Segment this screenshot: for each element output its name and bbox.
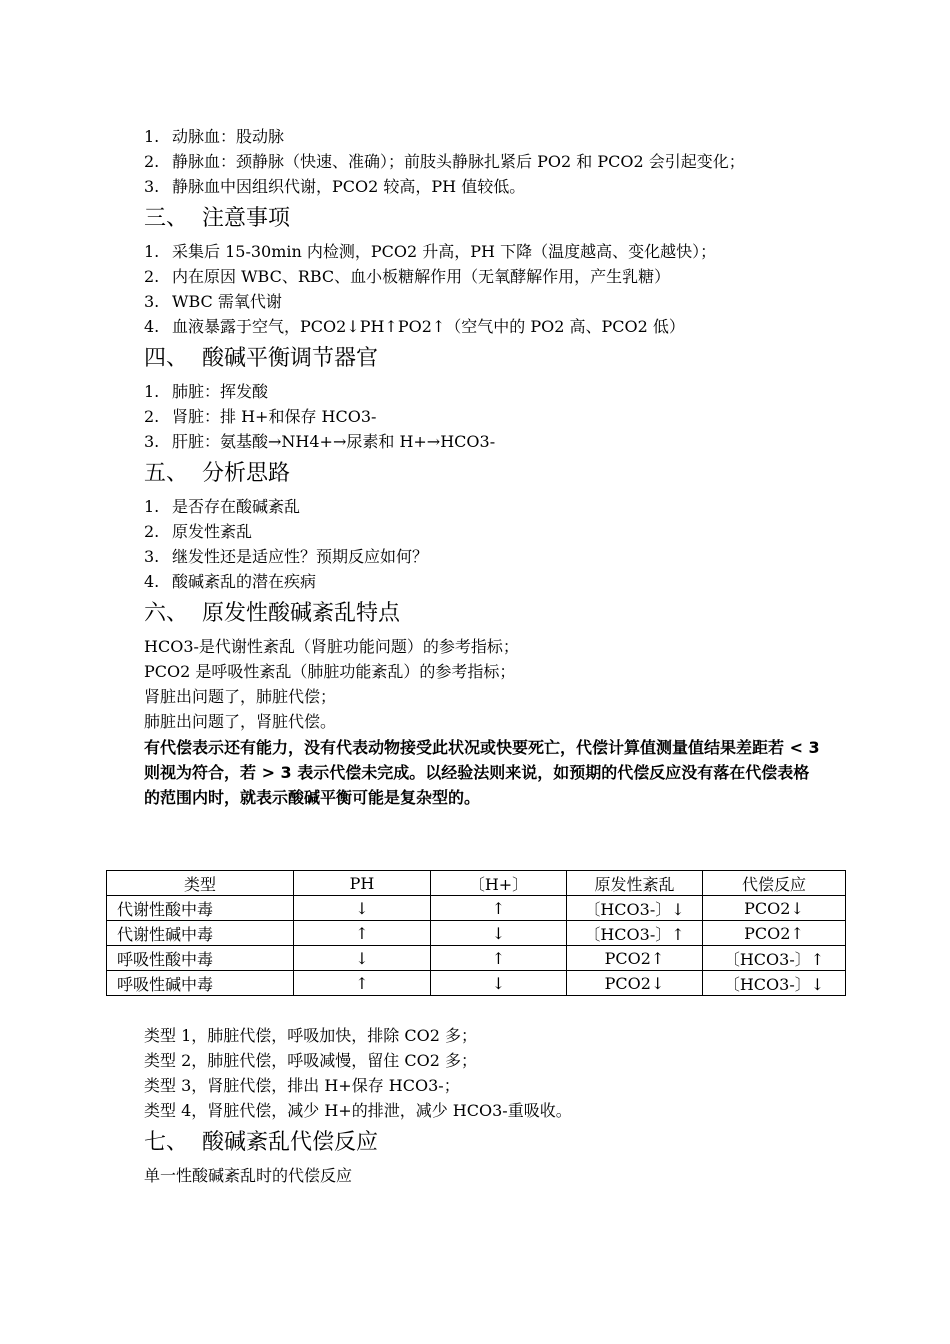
section-heading-precautions: 三、 注意事项 [144,206,291,231]
table-header-row [107,871,846,896]
table-cell: 呼吸性酸中毒 [107,946,294,971]
table-cell: PCO2↑ [703,921,846,946]
paragraph: 肾脏出问题了，肺脏代偿； [144,687,337,706]
list-item: 1. 采集后 15-30min 内检测，PCO2 升高，PH 下降（温度越高、变化越快）； [144,242,717,261]
table-cell: ↓ [294,946,431,971]
list-item: 2. 静脉血：颈静脉（快速、准确）；前肢头静脉扎紧后 PO2 和 PCO2 会引起变化； [144,152,745,171]
table-row [107,921,846,946]
column-header: 代偿反应 [703,871,846,896]
list-item: 4. 血液暴露于空气，PCO2↓PH↑PO2↑（空气中的 PO2 高、PCO2 低） [144,317,685,336]
table-cell: ↑ [294,971,431,996]
table-cell: ↑ [294,921,431,946]
column-header: 类型 [107,871,294,896]
table-cell: ↓ [431,921,567,946]
table-cell: 代谢性碱中毒 [107,921,294,946]
table-cell: ↑ [431,896,567,921]
paragraph: 肺脏出问题了，肾脏代偿。 [144,712,337,731]
compensation-table-wrap [106,870,846,996]
list-item: 4. 酸碱紊乱的潜在疾病 [144,572,317,591]
table-cell: ↑ [431,946,567,971]
column-header: 原发性紊乱 [567,871,703,896]
list-item: 2. 肾脏：排 H+和保存 HCO3- [144,407,377,426]
section-heading-analysis: 五、 分析思路 [144,461,291,486]
precautions-list [144,239,824,339]
paragraph: 类型 2，肺脏代偿，呼吸减慢，留住 CO2 多； [144,1051,477,1070]
column-header: PH [294,871,431,896]
table-row [107,946,846,971]
list-item: 1. 是否存在酸碱紊乱 [144,497,301,516]
table-cell: PCO2↑ [567,946,703,971]
list-item: 1. 动脉血：股动脉 [144,127,285,146]
table-cell: 〔HCO3-〕↑ [703,946,846,971]
table-row [107,971,846,996]
list-item: 1. 肺脏：挥发酸 [144,382,269,401]
list-item: 2. 原发性紊乱 [144,522,253,541]
table-cell: ↓ [294,896,431,921]
table-cell: PCO2↓ [567,971,703,996]
section-heading-primary-disorders: 六、 原发性酸碱紊乱特点 [144,601,401,626]
table-cell: 代谢性酸中毒 [107,896,294,921]
table-cell: PCO2↓ [703,896,846,921]
paragraph: 类型 3，肾脏代偿，排出 H+保存 HCO3-； [144,1076,460,1095]
table-cell: 〔HCO3-〕↓ [703,971,846,996]
table-cell: 〔HCO3-〕↑ [567,921,703,946]
list-item: 2. 内在原因 WBC、RBC、血小板糖解作用（无氧酵解作用，产生乳糖） [144,267,671,286]
paragraph: 类型 1，肺脏代偿，呼吸加快，排除 CO2 多； [144,1026,477,1045]
list-item: 3. 静脉血中因组织代谢，PCO2 较高，PH 值较低。 [144,177,526,196]
table-cell: ↓ [431,971,567,996]
section-heading-regulating-organs: 四、 酸碱平衡调节器官 [144,346,379,371]
table-cell: 〔HCO3-〕↓ [567,896,703,921]
compensation-table [106,870,846,996]
document-body [144,124,824,810]
paragraph: 单一性酸碱紊乱时的代偿反应 [144,1166,353,1185]
analysis-list [144,494,824,594]
paragraph: HCO3-是代谢性紊乱（肾脏功能问题）的参考指标； [144,637,519,656]
list-item: 3. 继发性还是适应性？预期反应如何？ [144,547,429,566]
list-item: 3. 肝脏：氨基酸→NH4+→尿素和 H+→HCO3- [144,432,496,451]
document-body-lower [144,1023,824,1188]
table-row [107,896,846,921]
section-heading-compensation: 七、 酸碱紊乱代偿反应 [144,1130,379,1155]
column-header: 〔H+〕 [431,871,567,896]
paragraph: PCO2 是呼吸性紊乱（肺脏功能紊乱）的参考指标； [144,662,516,681]
regulating-organs-list [144,379,824,454]
blood-sample-list [144,124,824,199]
paragraph: 类型 4，肾脏代偿，减少 H+的排泄，减少 HCO3-重吸收。 [144,1101,572,1120]
bold-note: 有代偿表示还有能力，没有代表动物接受此状况或快要死亡，代偿计算值测量值结果差距若 < 3 则视为符合，若 > 3 表示代偿未完成。以经验法则来说，如预期的代偿反应没有落在代偿表格的范围内时，就表示酸碱平衡可能是复杂型的。 [144,738,820,807]
table-cell: 呼吸性碱中毒 [107,971,294,996]
list-item: 3. WBC 需氧代谢 [144,292,282,311]
